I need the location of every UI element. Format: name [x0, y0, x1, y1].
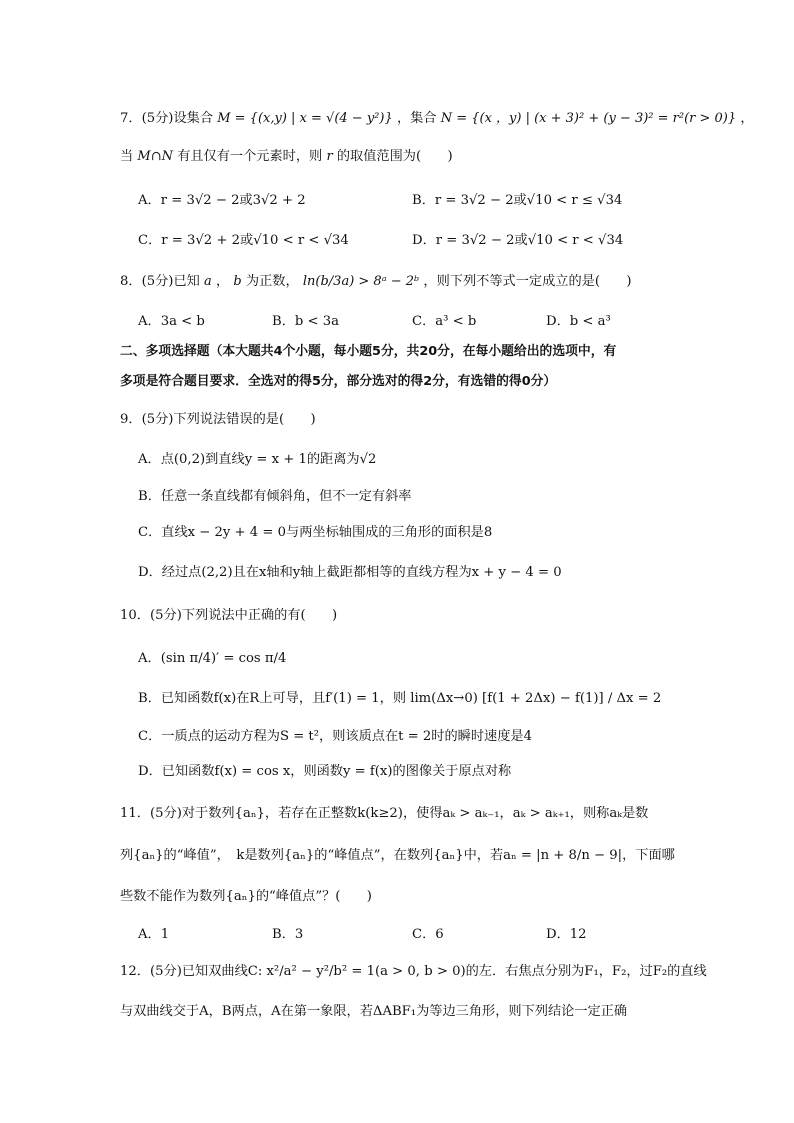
q7-prefix: 7．(5分)设集合	[120, 111, 214, 126]
q7-line2-b: 有且仅有一个元素时，则	[177, 149, 323, 164]
q7-set-m: M = {(x,y) | x = √(4 − y²)}	[217, 111, 393, 126]
q9-option-c: C．直线x − 2y + 4 = 0与两坐标轴围成的三角形的面积是8	[138, 525, 493, 540]
q10-option-b: B．已知函数f(x)在R上可导，且f′(1) = 1，则 lim(Δx→0) [f(1 + 2Δx) − f(1)] / Δx = 2	[138, 691, 662, 706]
q10-option-d: D．已知函数f(x) = cos x，则函数y = f(x)的图像关于原点对称	[138, 764, 512, 779]
q8-suffix: ，则下列不等式一定成立的是( )	[423, 274, 632, 289]
q11-option-d: D．12	[546, 927, 587, 942]
q8-a: a	[204, 274, 212, 289]
q7-mid: ，集合	[396, 111, 437, 126]
q8-b: b	[233, 274, 242, 289]
q8-option-c: C．a³ < b	[412, 314, 477, 329]
q9-option-d: D．经过点(2,2)且在x轴和y轴上截距都相等的直线方程为x + y − 4 = 0	[138, 565, 562, 580]
q8-prefix: 8．(5分)已知	[120, 274, 200, 289]
q10-option-c: C．一质点的运动方程为S = t²，则该质点在t = 2时的瞬时速度是4	[138, 729, 532, 744]
q7-option-b: B．r = 3√2 − 2或√10 < r ≤ √34	[412, 193, 623, 208]
section2-heading-line2: 多项是符合题目要求．全选对的得5分，部分选对的得2分，有选错的得0分）	[120, 374, 557, 389]
section2-heading-line1: 二、多项选择题（本大题共4个小题，每小题5分，共20分，在每小题给出的选项中，有	[120, 344, 617, 359]
q9-option-b: B．任意一条直线都有倾斜角，但不一定有斜率	[138, 489, 412, 504]
q11-option-c: C．6	[412, 927, 444, 942]
q10-stem: 10．(5分)下列说法中正确的有( )	[120, 608, 338, 623]
q7-line2-m: M∩N	[137, 149, 173, 164]
q12-stem-line1: 12．(5分)已知双曲线C: x²/a² − y²/b² = 1(a > 0, b > 0)的左．右焦点分别为F₁，F₂，过F₂的直线	[120, 964, 707, 979]
q7-line2-a: 当	[120, 149, 134, 164]
q7-line2-r: r	[326, 149, 333, 164]
q7-line2-c: 的取值范围为( )	[336, 149, 453, 164]
q11-stem-line3: 些数不能作为数列{aₙ}的“峰值点”？( )	[120, 889, 372, 904]
q8-pos: 为正数，	[245, 274, 299, 289]
q7-end: ，	[740, 111, 754, 126]
q11-option-b: B．3	[272, 927, 304, 942]
q10-option-a: A．(sin π/4)′ = cos π/4	[138, 651, 287, 666]
q8-option-d: D．b < a³	[546, 314, 611, 329]
q8-stem	[120, 273, 632, 291]
q9-option-a: A．点(0,2)到直线y = x + 1的距离为√2	[138, 452, 377, 467]
q7-stem-line2	[120, 148, 453, 166]
q11-stem-line1: 11．(5分)对于数列{aₙ}，若存在正整数k(k≥2)，使得aₖ > aₖ₋₁，aₖ > aₖ₊₁，则称aₖ是数	[120, 806, 649, 821]
q8-inequality: ln(b/3a) > 8ᵃ − 2ᵇ	[302, 274, 420, 289]
q7-option-d: D．r = 3√2 − 2或√10 < r < √34	[412, 233, 624, 248]
q8-comma: ，	[216, 274, 230, 289]
q7-set-n: N = {(x ，y) | (x + 3)² + (y − 3)² = r²(r > 0)}	[440, 111, 737, 126]
q9-stem: 9．(5分)下列说法错误的是( )	[120, 412, 316, 427]
q7-stem-line1	[120, 110, 754, 128]
q8-option-b: B．b < 3a	[272, 314, 340, 329]
q7-option-a: A．r = 3√2 − 2或3√2 + 2	[138, 193, 306, 208]
q11-stem-line2: 列{aₙ}的“峰值”， k是数列{aₙ}的“峰值点”，在数列{aₙ}中，若aₙ = |n + 8/n − 9|，下面哪	[120, 848, 675, 863]
q12-stem-line2: 与双曲线交于A，B两点，A在第一象限，若ΔABF₁为等边三角形，则下列结论一定正确	[120, 1004, 628, 1019]
q11-option-a: A．1	[138, 927, 170, 942]
q8-option-a: A．3a < b	[138, 314, 205, 329]
q7-option-c: C．r = 3√2 + 2或√10 < r < √34	[138, 233, 349, 248]
